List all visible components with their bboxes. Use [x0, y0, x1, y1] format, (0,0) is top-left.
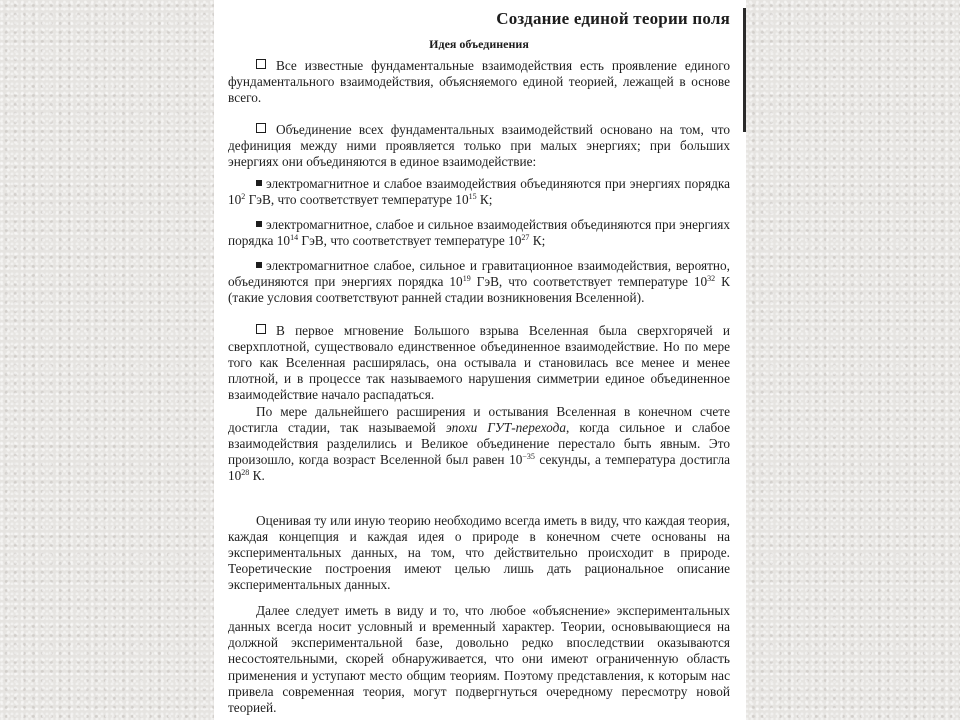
paragraph-4-text-c: секунды, а температура достигла 10 [228, 452, 730, 484]
paragraph-5: Оценивая ту или иную теорию необходимо всегда иметь в виду, что каждая теория, каждая концепция и каждая идея о природе в конечном счете основаны на экспериментальных данных, на том, что действительно происходит в природе. Теоретические построения имеют целью лишь дать рациональное описание экспериментальных данных. [228, 512, 730, 593]
sub-item-1-exp-a: 2 [241, 192, 246, 202]
sub-item-3 [228, 258, 730, 307]
bullet-paragraph-1 [228, 58, 730, 107]
section-subtitle: Идея объединения [429, 37, 529, 51]
page-title: Создание единой теории поля [496, 9, 730, 28]
bullet-paragraph-2 [228, 122, 730, 171]
scan-edge-mark [743, 8, 746, 132]
bullet-text-3: В первое мгновение Большого взрыва Вселенная была сверхгорячей и сверхплотной, существовало единственное объединенное взаимодействие. Но по мере того как Вселенная расширялась, она остывала и становилась все менее и менее плотной, и в процессе так называемого нарушения симметрии единое объединенное взаимодействие начало распадаться. [228, 322, 730, 403]
paragraph-6: Далее следует иметь в виду и то, что любое «объяснение» экспериментальных данных всегда носит условный и временный характер. Теории, основывающиеся на должной экспериментальной базе, довольно редко впоследствии оказываются несостоятельными, скорей обнаруживается, что они имеют ограниченную область применения и уступают место общим теориям. Поэтому представления, к которым нас привела современная теория, могут подвергнуться очередному пересмотру новой теорией. [228, 602, 730, 715]
paragraph-4-text-d: К. [249, 468, 265, 484]
scanned-page [214, 0, 746, 720]
sub-item-1-text-b: ГэВ, что соответствует температуре 10 [245, 192, 469, 208]
sub-item-2-text-c: К; [529, 232, 546, 248]
paragraph-4 [228, 404, 730, 485]
checkbox-bullet-icon [256, 324, 266, 334]
paragraph-4-text-a: По мере дальнейшего расширения и остывания Вселенная в конечном счете достигла стадии, так называемой [228, 403, 730, 435]
sub-item-2-exp-b: 27 [521, 232, 530, 242]
checkbox-bullet-icon [256, 123, 266, 133]
sub-item-2 [228, 217, 730, 249]
sub-item-3-text-a: электромагнитное слабое, сильное и гравитационное взаимодействия, вероятно, объединяются при энергиях порядка 10 [228, 258, 730, 290]
paragraph-4-text-b: , когда сильное и слабое взаимодействия разделились и Великое объединение перестало быть явным. Это произошло, когда возраст Вселенной был равен 10 [228, 419, 730, 468]
sub-item-2-exp-a: 14 [290, 232, 299, 242]
paragraph-4-emphasis: эпохи ГУТ-перехода [445, 419, 566, 435]
square-bullet-icon [256, 180, 262, 186]
bullet-paragraph-3 [228, 323, 730, 404]
bullet-text-2: Объединение всех фундаментальных взаимодействий основано на том, что дефиниция между ними проявляется только при малых энергиях; при больших энергиях они объединяются в единое взаимодействие: [228, 121, 730, 170]
sub-item-1-exp-b: 15 [468, 192, 477, 202]
bullet-text-1: Все известные фундаментальные взаимодействия есть проявление единого фундаментального взаимодействия, объясняемого единой теорией, лежащей в основе всего. [228, 58, 730, 106]
sub-item-1-text-a: электромагнитное и слабое взаимодействия объединяются при энергиях порядка 10 [228, 176, 730, 208]
sub-item-2-text-a: электромагнитное, слабое и сильное взаимодействия объединяются при энергиях порядка 10 [228, 216, 730, 248]
checkbox-bullet-icon [256, 59, 266, 69]
sub-item-3-exp-a: 19 [462, 274, 471, 284]
sub-item-2-text-b: ГэВ, что соответствует температуре 10 [298, 232, 522, 248]
paragraph-4-exp-b: −35 [522, 452, 535, 462]
sub-item-1-text-c: К; [476, 192, 493, 208]
paragraph-4-exp-c: 28 [241, 468, 250, 478]
sub-item-3-text-c: К (такие условия соответствуют ранней стадии возникновения Вселенной). [228, 274, 730, 306]
sub-item-3-exp-b: 32 [707, 274, 716, 284]
square-bullet-icon [256, 221, 262, 227]
square-bullet-icon [256, 262, 262, 268]
sub-item-3-text-b: ГэВ, что соответствует температуре 10 [470, 274, 708, 290]
sub-item-1 [228, 176, 730, 208]
